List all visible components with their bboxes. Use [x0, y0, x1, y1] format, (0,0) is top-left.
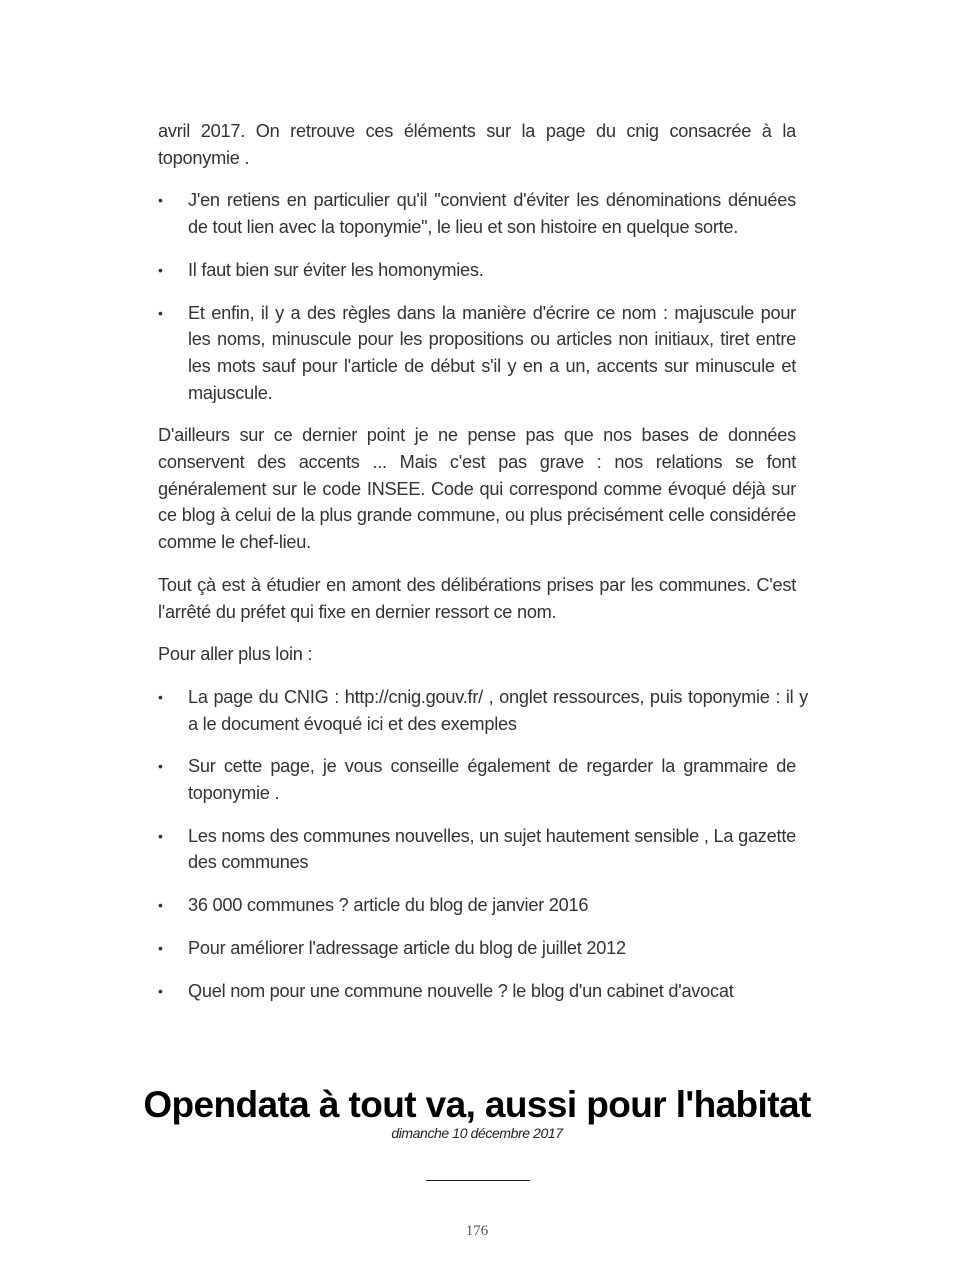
list-item: [158, 187, 796, 240]
bullet-icon: •: [158, 261, 163, 278]
links-list: [158, 684, 808, 1004]
intro-paragraph: avril 2017. On retrouve ces éléments sur la page du cnig consacrée à la toponymie .: [158, 121, 796, 168]
link-item-text[interactable]: Sur cette page, je vous conseille également de regarder la grammaire de toponymie .: [188, 756, 796, 804]
bullet-icon: •: [158, 827, 163, 844]
link-item-text[interactable]: Les noms des communes nouvelles, un sujet hautement sensible , La gazette des communes: [188, 825, 796, 873]
link-item-text[interactable]: Pour améliorer l'adressage article du blog de juillet 2012: [188, 937, 626, 958]
link-item-text[interactable]: 36 000 communes ? article du blog de janvier 2016: [188, 895, 589, 916]
page-body: [158, 118, 808, 1020]
body-paragraph: Tout çà est à étudier en amont des délibérations prises par les communes. C'est l'arrêté du préfet qui fixe en dernier ressort ce nom.: [158, 574, 796, 622]
link-item[interactable]: [158, 892, 796, 919]
bullet-icon: •: [158, 192, 163, 209]
divider: [426, 1180, 530, 1181]
article-date: dimanche 10 décembre 2017: [391, 1125, 563, 1141]
page-number: 176: [465, 1223, 489, 1239]
list-item-text: Et enfin, il y a des règles dans la manière d'écrire ce nom : majuscule pour les noms, minuscule pour les propositions ou articles non initiaux, tiret entre les mots sauf pour l'article de début s'il y en a un, accents sur minuscule et majuscule.: [188, 302, 796, 403]
bullet-icon: •: [158, 897, 163, 914]
article-title: Opendata à tout va, aussi pour l'habitat: [143, 1084, 811, 1125]
rules-list: [158, 187, 796, 406]
link-item-text[interactable]: La page du CNIG : http://cnig.gouv.fr/ , onglet ressources, puis toponymie : il y a le document évoqué ici et des exemples: [188, 686, 808, 734]
link-item[interactable]: [158, 935, 796, 962]
bullet-icon: •: [158, 758, 163, 775]
bullet-icon: •: [158, 304, 163, 321]
list-item-text: Il faut bien sur éviter les homonymies.: [188, 259, 484, 280]
list-item-text: J'en retiens en particulier qu'il "convient d'éviter les dénominations dénuées de tout lien avec la toponymie", le lieu et son histoire en quelque sorte.: [188, 190, 796, 238]
link-item-text[interactable]: Quel nom pour une commune nouvelle ? le blog d'un cabinet d'avocat: [188, 980, 734, 1001]
list-item: [158, 300, 796, 407]
link-item[interactable]: [158, 753, 796, 806]
list-item: [158, 257, 796, 284]
link-item[interactable]: [158, 823, 796, 876]
bullet-icon: •: [158, 982, 163, 999]
bullet-icon: •: [158, 939, 163, 956]
link-item[interactable]: [158, 684, 808, 737]
bullet-icon: •: [158, 688, 163, 705]
body-paragraph: D'ailleurs sur ce dernier point je ne pense pas que nos bases de données conservent des accents ... Mais c'est pas grave : nos relations se font généralement sur le code INSEE. Code qui correspond comme évoqué déjà sur ce blog à celui de la plus grande commune, ou plus précisément celle considérée comme le chef-lieu.: [158, 425, 796, 553]
further-reading-label: Pour aller plus loin :: [158, 644, 313, 665]
link-item[interactable]: [158, 978, 796, 1005]
